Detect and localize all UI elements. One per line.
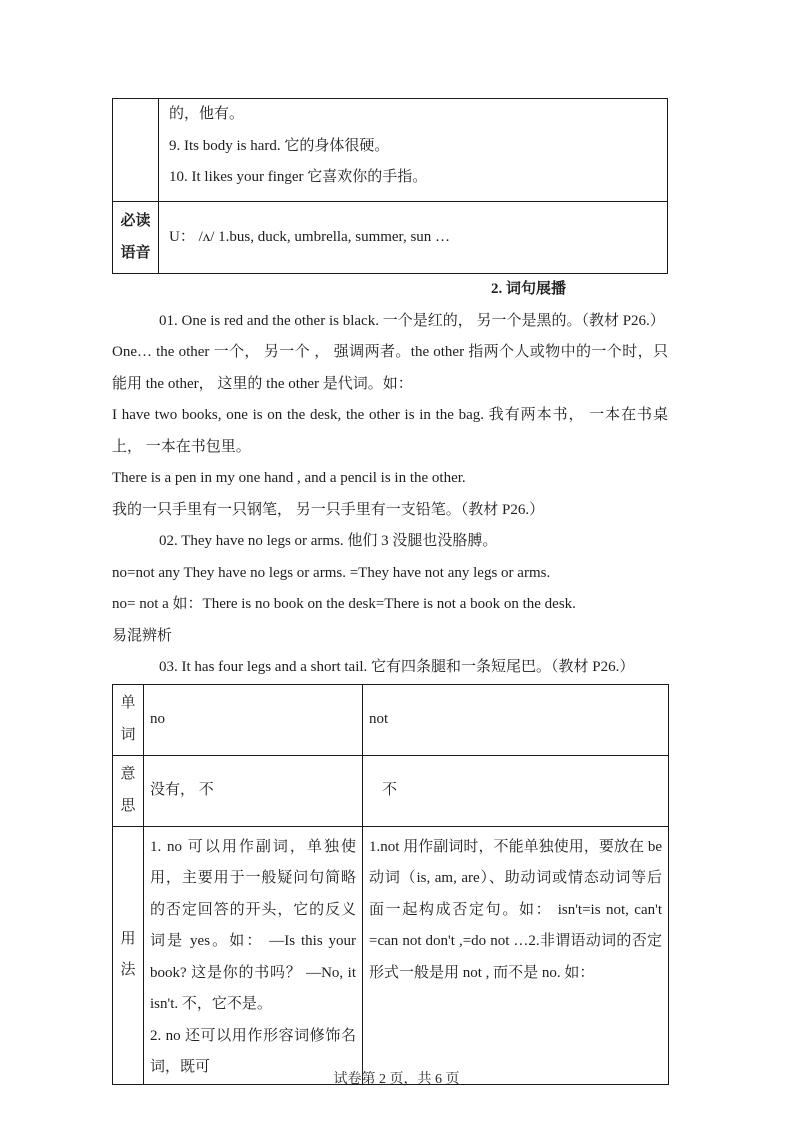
usage-no-item: 1. no 可以用作副词，单独使用，主要用于一般疑问句简略的否定回答的开头，它的反义词是 yes。如： —Is this your book? 这是你的书吗？ —No, it isn't. 不，它不是。 (150, 838, 356, 1012)
page-content (112, 98, 668, 1085)
usage-not-cell (363, 826, 669, 1084)
meaning-no-cell: 没有， 不 (144, 755, 363, 826)
row-header-cell-empty (113, 99, 159, 202)
paragraph: 我的一只手里有一只钢笔， 另一只手里有一支铅笔。（教材 P26.） (112, 501, 545, 518)
comparison-table (112, 684, 669, 1085)
paragraph: 01. One is red and the other is black. 一个是红的， 另一个是黑的。（教材 P26.） (159, 312, 665, 329)
row-header-cell (113, 684, 144, 755)
usage-no-cell (144, 826, 363, 1084)
sentences-cell (159, 99, 668, 202)
paragraph: There is a pen in my one hand , and a pencil is in the other. (112, 470, 466, 486)
paragraph: 02. They have no legs or arms. 他们 3 没腿也没胳膊。 (159, 533, 498, 549)
row-header-cell (113, 826, 144, 1084)
paragraph: I have two books, one is on the desk, the other is in the bag. 我有两本书， 一本在书桌上， 一本在书包里。 (112, 407, 668, 455)
row-header-label: 必读语音 (120, 213, 151, 261)
sentence-line: 9. Its body is hard. 它的身体很硬。 (169, 137, 390, 154)
table-row (113, 202, 668, 274)
paragraph: no= not a 如：There is no book on the desk=There is not a book on the desk. (112, 596, 576, 612)
paragraph: no=not any They have no legs or arms. =They have not any legs or arms. (112, 564, 551, 581)
table-row-meaning (113, 755, 669, 826)
row-header-cell (113, 755, 144, 826)
body-text (112, 306, 668, 684)
row-header-cell-phonics (113, 202, 159, 274)
meaning-not-cell: 不 (363, 755, 669, 826)
page-footer: 试卷第 2 页，共 6 页 (333, 1072, 460, 1087)
usage-no-item: 2. no 还可以用作形容词修饰名词，既可 (150, 1027, 356, 1075)
paragraph: 03. It has four legs and a short tail. 它有四条腿和一条短尾巴。（教材 P26.） (159, 659, 635, 675)
row-header-label: 意思 (120, 766, 136, 814)
row-header-label: 单词 (120, 695, 136, 743)
usage-not-item: 1.not 用作副词时，不能单独使用，要放在 be 动词（is, am, are）、助动词或情态动词等后面一起构成否定句。如： isn't=is not, can't =can not don't ,=do not …2.非谓语动词的否定形式一般是用 not , 而不是 no. 如： (369, 838, 662, 981)
paragraph: 易混辨析 (112, 627, 173, 644)
row-header-label: 用法 (120, 930, 136, 978)
top-table (112, 98, 668, 274)
section-heading: 2. 词句展播 (491, 281, 567, 297)
paragraph: One… the other 一个， 另一个 ， 强调两者。the other 指两个人或物中的一个时，只能用 the other， 这里的 the other 是代词。如： (112, 344, 668, 392)
table-row (113, 99, 668, 202)
phonics-cell: U： /ʌ/ 1.bus, duck, umbrella, summer, sun … (159, 202, 668, 274)
sentence-line: 10. It likes your finger 它喜欢你的手指。 (169, 169, 428, 186)
table-row-word (113, 684, 669, 755)
word-not-cell: not (363, 684, 669, 755)
table-row-usage (113, 826, 669, 1084)
word-no-cell: no (144, 684, 363, 755)
sentence-line: 的，他有。 (169, 106, 245, 122)
